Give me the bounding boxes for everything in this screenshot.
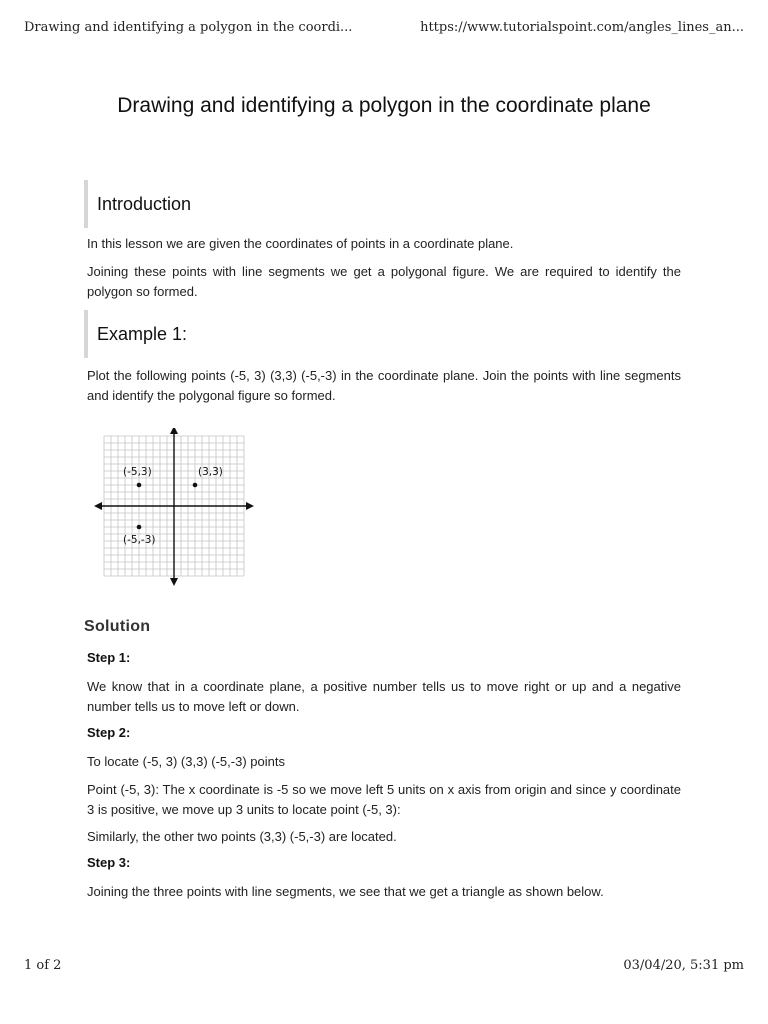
print-footer <box>24 958 744 978</box>
step-1-label: Step 1: <box>87 650 131 665</box>
print-footer-page: 1 of 2 <box>24 958 62 973</box>
solution-heading: Solution <box>84 618 151 635</box>
step-3-label: Step 3: <box>87 855 131 870</box>
print-header-url: https://www.tutorialspoint.com/angles_lines_an... <box>420 20 744 35</box>
step-3-text: Joining the three points with line segments, we see that we get a triangle as shown below. <box>87 884 604 899</box>
print-header <box>24 20 744 40</box>
point-marker-2 <box>137 525 142 530</box>
point-label-2: (-5,-3) <box>123 534 156 546</box>
step-2-text-1: To locate (-5, 3) (3,3) (-5,-3) points <box>87 754 285 769</box>
point-marker-0 <box>137 483 142 488</box>
x-axis-arrow-left <box>94 502 102 510</box>
step-1-text: We know that in a coordinate plane, a positive number tells us to move right or up and a negative number tells us to move left or down. <box>87 679 681 714</box>
x-axis-arrow-right <box>246 502 254 510</box>
print-header-title: Drawing and identifying a polygon in the coordi... <box>24 20 353 35</box>
intro-paragraph-2: Joining these points with line segments we get a polygonal figure. We are required to identify the polygon so formed. <box>87 264 681 299</box>
intro-paragraph-1: In this lesson we are given the coordinates of points in a coordinate plane. <box>87 236 514 251</box>
y-axis-arrow-up <box>170 428 178 434</box>
step-2-text-3: Similarly, the other two points (3,3) (-5,-3) are located. <box>87 829 397 844</box>
point-marker-1 <box>193 483 198 488</box>
point-label-0: (-5,3) <box>123 466 152 478</box>
step-2-label: Step 2: <box>87 725 131 740</box>
example-1-heading: Example 1: <box>84 310 187 358</box>
point-label-1: (3,3) <box>198 466 223 478</box>
example-1-problem: Plot the following points (-5, 3) (3,3) (-5,-3) in the coordinate plane. Join the points with line segments and identify the polygonal figure so formed. <box>87 368 681 403</box>
print-footer-datetime: 03/04/20, 5:31 pm <box>623 958 744 973</box>
y-axis-arrow-down <box>170 578 178 586</box>
step-2-text-2: Point (-5, 3): The x coordinate is -5 so we move left 5 units on x axis from origin and since y coordinate 3 is positive, we move up 3 units to locate point (-5, 3): <box>87 782 681 817</box>
coordinate-plane-graph <box>90 428 260 588</box>
page-title: Drawing and identifying a polygon in the coordinate plane <box>117 94 651 117</box>
introduction-heading: Introduction <box>84 180 191 228</box>
